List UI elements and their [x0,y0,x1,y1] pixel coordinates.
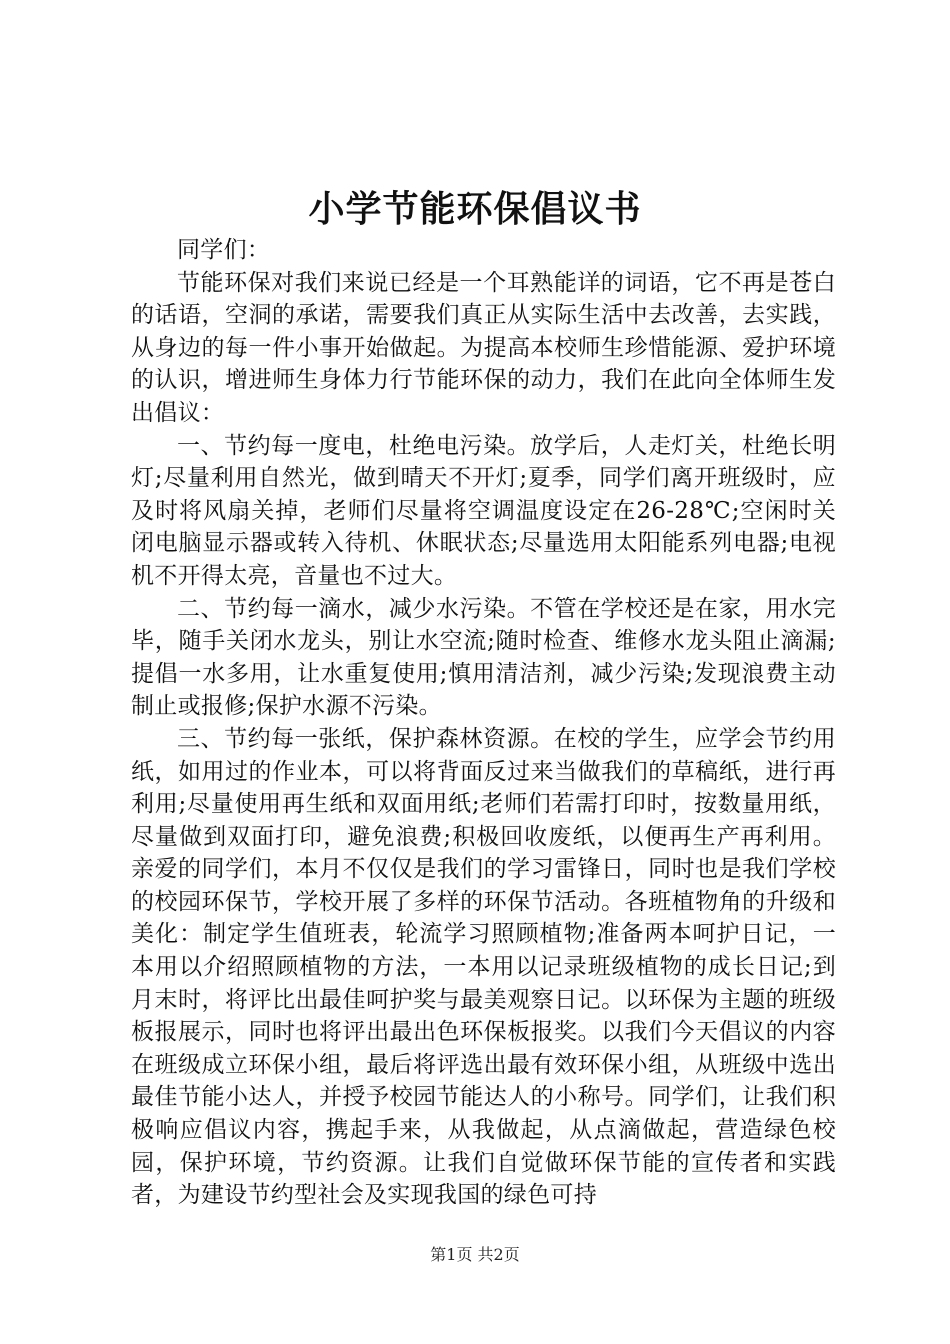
paper-paragraph: 三、节约每一张纸，保护森林资源。在校的学生，应学会节约用纸，如用过的作业本，可以将背面反过来当做我们的草稿纸，进行再利用;尽量使用再生纸和双面用纸;老师们若需打印时，按数量用纸，尽量做到双面打印，避免浪费;积极回收废纸，以便再生产再利用。亲爱的同学们，本月不仅仅是我们的学习雷锋日，同时也是我们学校的校园环保节，学校开展了多样的环保节活动。各班植物角的升级和美化：制定学生值班表，轮流学习照顾植物;准备两本呵护日记，一本用以介绍照顾植物的方法，一本用以记录班级植物的成长日记;到月末时，将评比出最佳呵护奖与最美观察日记。以环保为主题的班级板报展示，同时也将评出最出色环保板报奖。以我们今天倡议的内容在班级成立环保小组，最后将评选出最有效环保小组，从班级中选出最佳节能小达人，并授予校园节能达人的小称号。同学们，让我们积极响应倡议内容，携起手来，从我做起，从点滴做起，营造绿色校园，保护环境，节约资源。让我们自觉做环保节能的宣传者和实践者，为建设节约型社会及实现我国的绿色可持 [131,725,836,1209]
document-title: 小学节能环保倡议书 [308,188,642,230]
electricity-paragraph: 一、节约每一度电，杜绝电污染。放学后，人走灯关，杜绝长明灯;尽量利用自然光，做到晴天不开灯;夏季，同学们离开班级时，应及时将风扇关掉，老师们尽量将空调温度设定在26-28℃;空闲时关闭电脑显示器或转入待机、休眠状态;尽量选用太阳能系列电器;电视机不开得太亮，音量也不过大。 [131,432,836,589]
water-paragraph: 二、节约每一滴水，减少水污染。不管在学校还是在家，用水完毕，随手关闭水龙头，别让水空流;随时检查、维修水龙头阻止滴漏;提倡一水多用，让水重复使用;慎用清洁剂，减少污染;发现浪费主动制止或报修;保护水源不污染。 [131,595,836,720]
page-number-footer: 第1页 共2页 [430,1245,520,1264]
intro-paragraph: 节能环保对我们来说已经是一个耳熟能详的词语，它不再是苍白的话语，空洞的承诺，需要我们真正从实际生活中去改善，去实践，从身边的每一件小事开始做起。为提高本校师生珍惜能源、爱护环境的认识，增进师生身体力行节能环保的动力，我们在此向全体师生发出倡议： [131,269,836,426]
salutation: 同学们： [177,237,271,263]
document-body [131,234,836,1212]
